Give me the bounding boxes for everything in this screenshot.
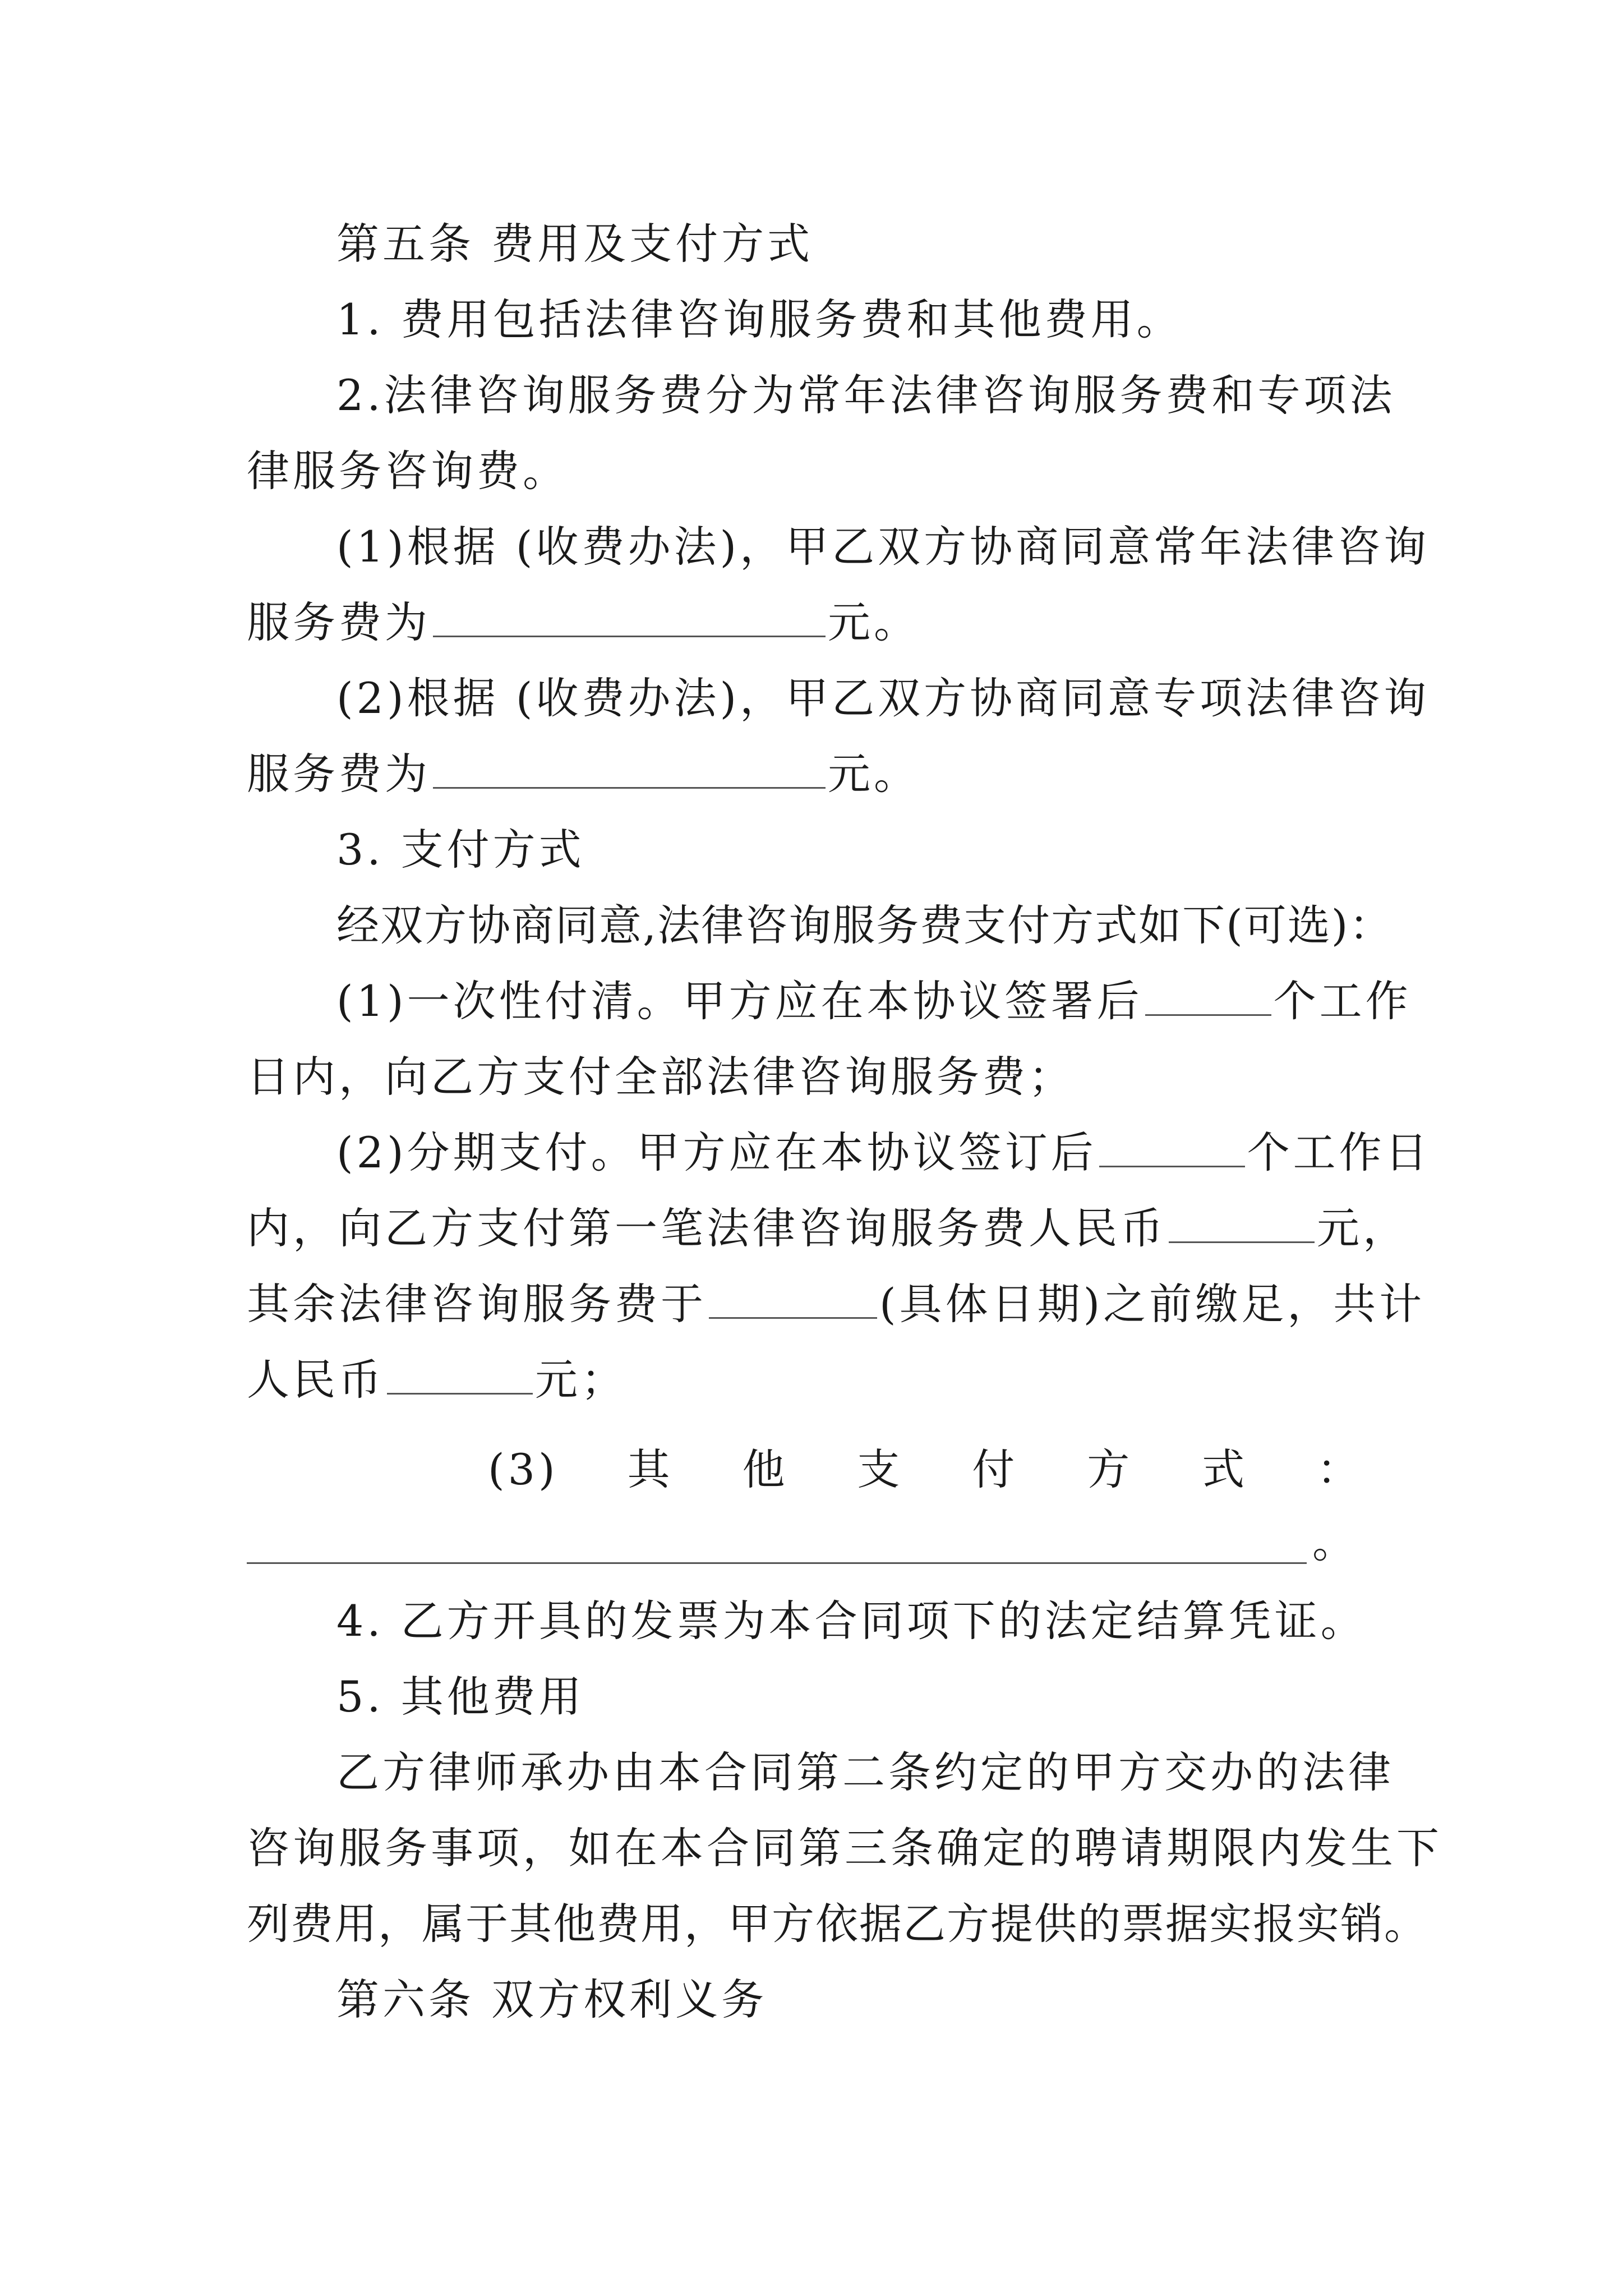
text-segment: 服务费为	[247, 597, 431, 647]
text-segment: 元，	[1317, 1203, 1409, 1253]
clause-3-1-line-1	[336, 973, 1412, 1029]
clause-5-line-3: 列费用，属于其他费用，甲方依据乙方提供的票据实报实销。	[247, 1899, 1428, 1949]
clause-2-1-line-1: (1)根据 (收费办法)，甲乙双方协商同意常年法律咨询	[336, 522, 1430, 572]
text-segment: 元。	[828, 597, 920, 647]
text-segment: (具体日期)之前缴足，共计	[879, 1279, 1426, 1329]
text-segment: (1)一次性付清。甲方应在本协议签署后	[336, 976, 1143, 1026]
spread-char: ：	[1317, 1444, 1363, 1494]
text-segment: 其余法律咨询服务费于	[247, 1279, 707, 1329]
period-mark: 。	[1312, 1517, 1355, 1567]
clause-4: 4. 乙方开具的发票为本合同项下的法定结算凭证。	[336, 1596, 1367, 1646]
fill-blank	[1099, 1125, 1245, 1167]
clause-3-1-line-2: 日内，向乙方支付全部法律咨询服务费；	[247, 1052, 1075, 1102]
text-segment: 服务费为	[247, 749, 431, 799]
clause-5-line-1: 乙方律师承办由本合同第二条约定的甲方交办的法律	[336, 1747, 1394, 1797]
clause-5-heading: 5. 其他费用	[336, 1672, 585, 1722]
spread-char: 他	[742, 1444, 789, 1494]
text-segment: 人民币	[247, 1355, 385, 1405]
fill-blank	[387, 1352, 533, 1395]
clause-3-2-line-1	[336, 1125, 1431, 1181]
spread-char: 付	[972, 1444, 1018, 1494]
clause-2-line-2: 律服务咨询费。	[247, 446, 569, 496]
spread-char: 方	[1087, 1444, 1133, 1494]
text-segment: 元。	[828, 749, 920, 799]
text-segment: (2)分期支付。甲方应在本协议签订后	[336, 1128, 1097, 1177]
spread-char: (3)	[488, 1444, 559, 1494]
clause-3-intro: 经双方协商同意,法律咨询服务费支付方式如下(可选)：	[336, 900, 1393, 950]
fill-blank	[433, 747, 826, 789]
spread-char: 式	[1202, 1444, 1248, 1494]
text-segment: 内，向乙方支付第一笔法律咨询服务费人民币	[247, 1203, 1166, 1253]
clause-2-2-line-2	[247, 746, 1391, 802]
clause-3-3-line-1	[488, 1442, 1363, 1498]
clause-3-2-line-3	[247, 1276, 1426, 1332]
clause-3-2-line-4	[247, 1352, 1391, 1408]
text-segment: 个工作日	[1247, 1128, 1431, 1177]
fill-blank	[1145, 974, 1271, 1016]
article-5-heading: 第五条 费用及支付方式	[336, 219, 814, 269]
fill-blank	[433, 595, 826, 637]
clause-2-1-line-2	[247, 595, 1391, 651]
fill-blank-long	[247, 1529, 1307, 1564]
clause-1: 1. 费用包括法律咨询服务费和其他费用。	[336, 295, 1183, 344]
clause-3-2-line-2	[247, 1200, 1409, 1257]
clause-5-line-2: 咨询服务事项，如在本合同第三条确定的聘请期限内发生下	[247, 1823, 1442, 1873]
article-6-heading: 第六条 双方权利义务	[336, 1975, 768, 2024]
clause-2-line-1: 2.法律咨询服务费分为常年法律咨询服务费和专项法	[336, 370, 1396, 420]
text-segment: 个工作	[1273, 976, 1412, 1026]
fill-blank	[1169, 1201, 1315, 1243]
spread-char: 其	[627, 1444, 674, 1494]
clause-3-heading: 3. 支付方式	[336, 825, 585, 875]
text-segment: 元；	[535, 1355, 627, 1405]
clause-2-2-line-1: (2)根据 (收费办法)，甲乙双方协商同意专项法律咨询	[336, 673, 1430, 723]
spread-char: 支	[857, 1444, 903, 1494]
fill-blank	[709, 1277, 877, 1319]
